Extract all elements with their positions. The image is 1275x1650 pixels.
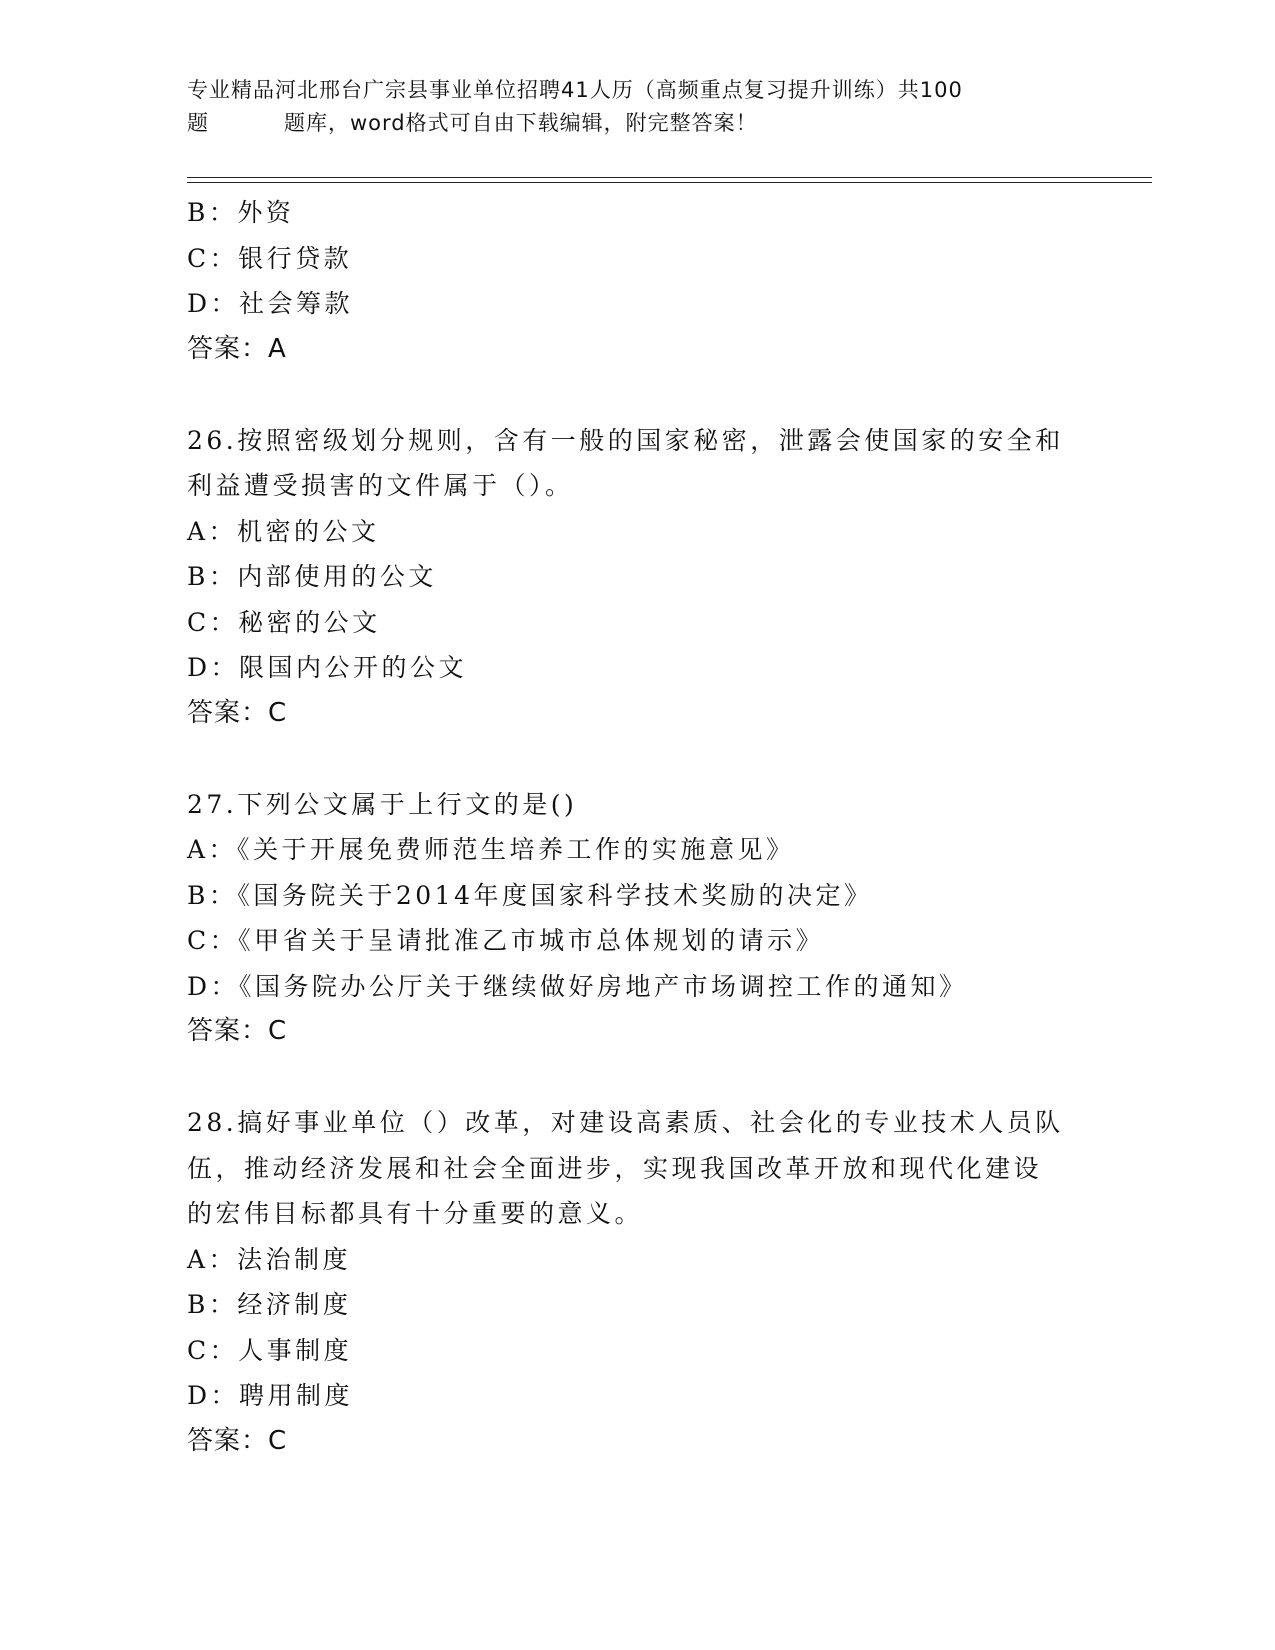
- option-a: A：《关于开展免费师范生培养工作的实施意见》: [187, 835, 795, 864]
- question-stem: 27.下列公文属于上行文的是(): [187, 789, 578, 819]
- spacer: [187, 372, 1087, 418]
- option-c: C：银行贷款: [187, 243, 353, 273]
- option-a: A：法治制度: [187, 1244, 352, 1274]
- header-line-2-prefix: 题: [187, 111, 209, 135]
- option-d: D：限国内公开的公文: [187, 653, 468, 682]
- question-25-tail: [187, 190, 1087, 372]
- question-26: [187, 418, 1087, 737]
- header-rule-bottom: [187, 182, 1152, 183]
- answer: 答案：C: [187, 1425, 288, 1456]
- header-rule-top: [187, 177, 1152, 178]
- option-b: B：外资: [187, 198, 295, 227]
- question-stem: 的宏伟目标都具有十分重要的意义。: [187, 1199, 644, 1228]
- spacer: [187, 1055, 1087, 1101]
- option-b: B：内部使用的公文: [187, 562, 437, 591]
- answer: 答案：C: [187, 1016, 288, 1046]
- option-d: D：聘用制度: [187, 1381, 354, 1410]
- option-c: C：秘密的公文: [187, 607, 381, 637]
- answer: 答案：A: [187, 333, 287, 364]
- header-line-2-rest: 题库，word格式可自由下载编辑，附完整答案！: [284, 111, 758, 135]
- question-stem: 28.搞好事业单位（）改革，对建设高素质、社会化的专业技术人员队: [187, 1108, 1064, 1137]
- spacer: [187, 736, 1087, 782]
- document-body: [187, 190, 1087, 1464]
- header-line-1: 专业精品河北邢台广宗县事业单位招聘41人历（高频重点复习提升训练）共100: [187, 78, 963, 102]
- option-c: C：人事制度: [187, 1335, 353, 1365]
- question-28: [187, 1100, 1087, 1464]
- question-stem: 26.按照密级划分规则，含有一般的国家秘密，泄露会使国家的安全和: [187, 425, 1064, 455]
- option-a: A：机密的公文: [187, 516, 380, 546]
- question-stem: 利益遭受损害的文件属于（）。: [187, 471, 574, 500]
- option-d: D：社会筹款: [187, 289, 354, 318]
- option-d: D：《国务院办公厅关于继续做好房地产市场调控工作的通知》: [187, 971, 968, 1001]
- header-line-2: [187, 107, 1067, 140]
- page-header: [187, 74, 1067, 140]
- option-b: B：经济制度: [187, 1290, 352, 1319]
- question-27: [187, 782, 1087, 1055]
- question-stem: 伍，推动经济发展和社会全面进步，实现我国改革开放和现代化建设: [187, 1153, 1043, 1183]
- option-c: C：《甲省关于呈请批准乙市城市总体规划的请示》: [187, 926, 825, 955]
- answer: 答案：C: [187, 697, 288, 728]
- option-b: B：《国务院关于2014年度国家科学技术奖励的决定》: [187, 880, 873, 910]
